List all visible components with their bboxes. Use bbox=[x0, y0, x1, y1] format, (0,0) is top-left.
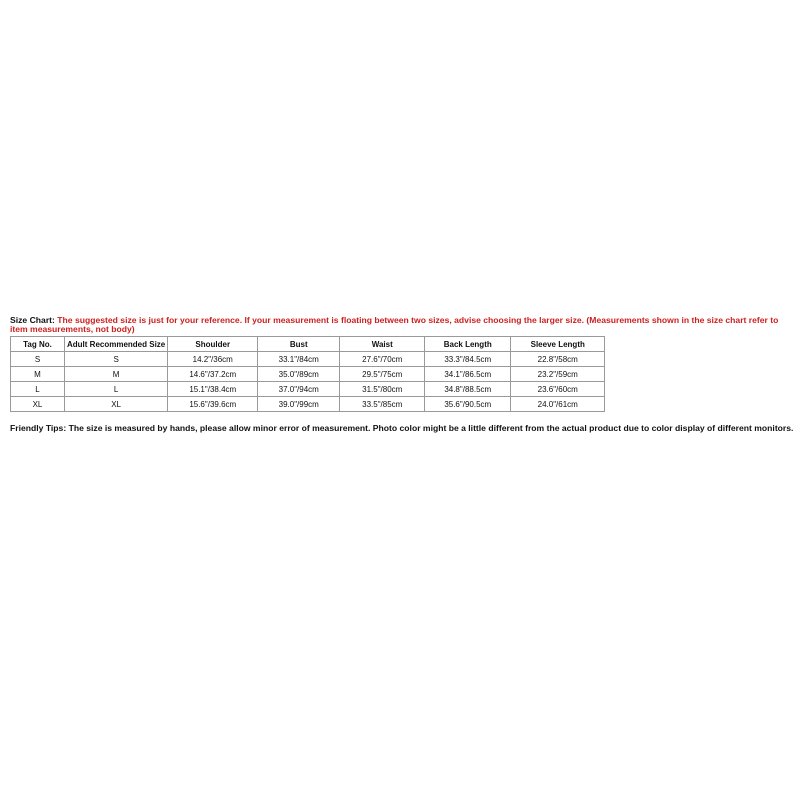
table-cell: 39.0"/99cm bbox=[258, 397, 340, 412]
table-cell: 14.6"/37.2cm bbox=[168, 367, 258, 382]
table-cell: 22.8"/58cm bbox=[511, 352, 605, 367]
header-waist: Waist bbox=[340, 337, 425, 352]
table-cell: 27.6"/70cm bbox=[340, 352, 425, 367]
table-row bbox=[11, 352, 605, 367]
table-cell: M bbox=[65, 367, 168, 382]
table-cell: 24.0"/61cm bbox=[511, 397, 605, 412]
size-chart-table bbox=[10, 336, 605, 412]
table-cell: 29.5"/75cm bbox=[340, 367, 425, 382]
size-chart-section bbox=[10, 315, 794, 442]
table-cell: 23.2"/59cm bbox=[511, 367, 605, 382]
table-cell: 34.1"/86.5cm bbox=[425, 367, 511, 382]
table-header-row bbox=[11, 337, 605, 352]
table-cell: 33.1"/84cm bbox=[258, 352, 340, 367]
size-chart-description: The suggested size is just for your reference. If your measurement is floating between two sizes, advise choosing the larger size. (Measurements shown in the size chart refer to item measurements, not body) bbox=[10, 315, 779, 334]
table-cell: L bbox=[65, 382, 168, 397]
table-row bbox=[11, 382, 605, 397]
table-cell: 33.3"/84.5cm bbox=[425, 352, 511, 367]
table-cell: 33.5"/85cm bbox=[340, 397, 425, 412]
friendly-tips: Friendly Tips: The size is measured by hands, please allow minor error of measurement. Photo color might be a little different from the actual product due to color display of different monitors. bbox=[10, 423, 794, 433]
table-cell: M bbox=[11, 367, 65, 382]
table-cell: 37.0"/94cm bbox=[258, 382, 340, 397]
table-cell: 15.6"/39.6cm bbox=[168, 397, 258, 412]
header-tag-no: Tag No. bbox=[11, 337, 65, 352]
table-cell: S bbox=[65, 352, 168, 367]
header-bust: Bust bbox=[258, 337, 340, 352]
table-cell: XL bbox=[65, 397, 168, 412]
table-cell: 34.8"/88.5cm bbox=[425, 382, 511, 397]
table-cell: S bbox=[11, 352, 65, 367]
size-chart-label: Size Chart: bbox=[10, 315, 55, 325]
table-cell: 23.6"/60cm bbox=[511, 382, 605, 397]
table-row bbox=[11, 397, 605, 412]
table-cell: 35.6"/90.5cm bbox=[425, 397, 511, 412]
table-row bbox=[11, 367, 605, 382]
size-chart-note bbox=[10, 316, 780, 334]
table-cell: 14.2"/36cm bbox=[168, 352, 258, 367]
table-cell: L bbox=[11, 382, 65, 397]
table-cell: 15.1"/38.4cm bbox=[168, 382, 258, 397]
table-cell: XL bbox=[11, 397, 65, 412]
header-shoulder: Shoulder bbox=[168, 337, 258, 352]
header-sleeve-length: Sleeve Length bbox=[511, 337, 605, 352]
table-cell: 35.0"/89cm bbox=[258, 367, 340, 382]
header-back-length: Back Length bbox=[425, 337, 511, 352]
table-cell: 31.5"/80cm bbox=[340, 382, 425, 397]
header-adult-recommended-size: Adult Recommended Size bbox=[65, 337, 168, 352]
